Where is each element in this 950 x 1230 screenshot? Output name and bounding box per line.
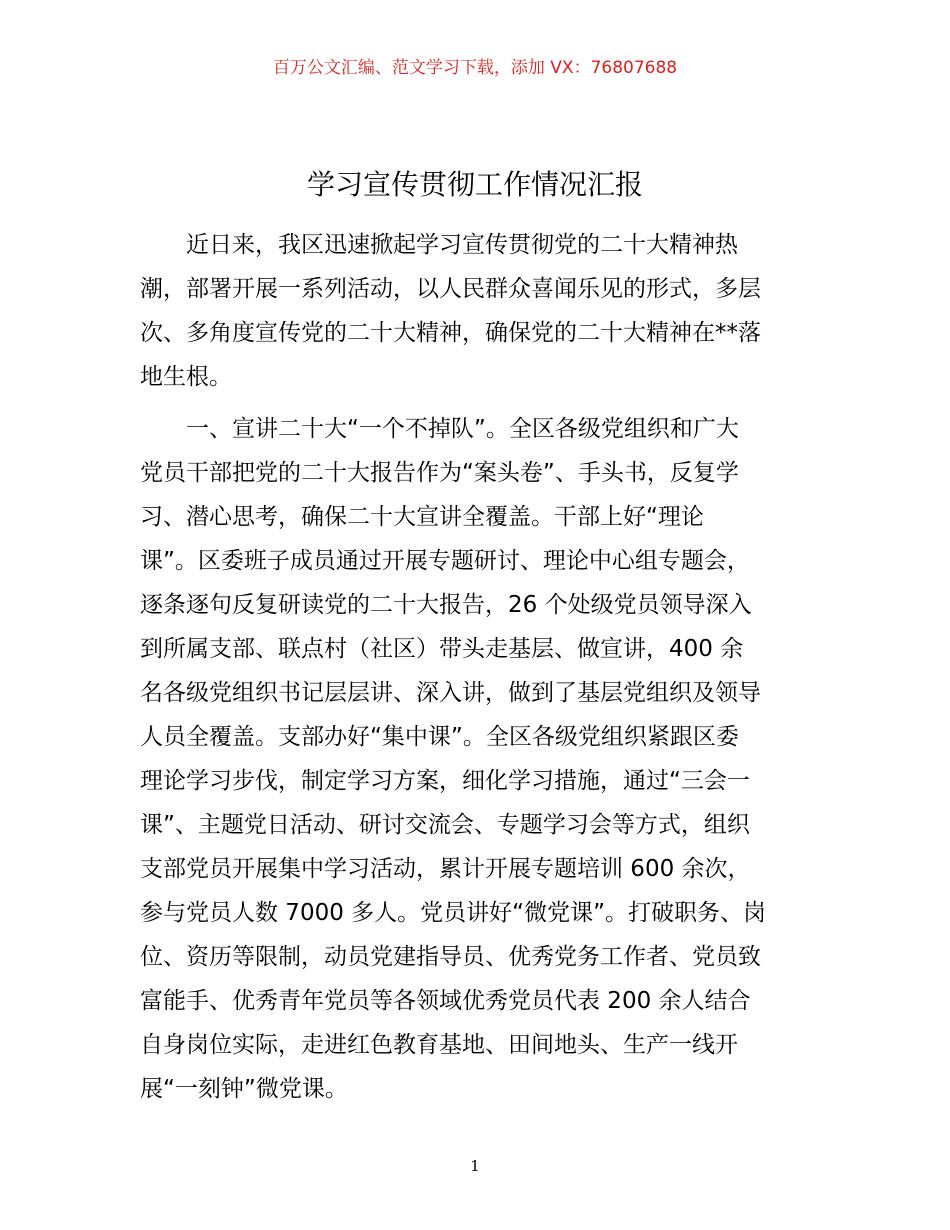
page-number: 1 <box>470 1157 480 1175</box>
text-line: 展“一刻钟”微党课。 <box>140 1076 348 1102</box>
text-line: 课”、主题党日活动、研讨交流会、专题学习会等方式，组织 <box>140 812 750 838</box>
text-line: 到所属支部、联点村（社区）带头走基层、做宣讲，400 余 <box>140 636 744 662</box>
text-line: 逐条逐句反复研读党的二十大报告，26 个处级党员领导深入 <box>140 592 752 618</box>
header-banner: 百万公文汇编、范文学习下载，添加 VX：76807688 <box>272 58 678 78</box>
text-line: 课”。区委班子成员通过开展专题研讨、理论中心组专题会， <box>140 548 750 574</box>
text-line: 次、多角度宣传党的二十大精神，确保党的二十大精神在**落 <box>140 320 761 346</box>
text-line: 党员干部把党的二十大报告作为“案头卷”、手头书，反复学 <box>140 460 739 486</box>
document-title: 学习宣传贯彻工作情况汇报 <box>306 168 643 201</box>
text-line: 近日来，我区迅速掀起学习宣传贯彻党的二十大精神热 <box>140 232 738 258</box>
text-line: 潮，部署开展一系列活动，以人民群众喜闻乐见的形式，多层 <box>140 276 761 302</box>
text-line: 名各级党组织书记层层讲、深入讲，做到了基层党组织及领导 <box>140 680 761 706</box>
text-line: 支部党员开展集中学习活动，累计开展专题培训 600 余次， <box>140 856 751 882</box>
text-line: 位、资历等限制，动员党建指导员、优秀党务工作者、党员致 <box>140 944 761 970</box>
text-line: 习、潜心思考，确保二十大宣讲全覆盖。干部上好“理论 <box>140 504 704 530</box>
text-line: 理论学习步伐，制定学习方案，细化学习措施，通过“三会一 <box>140 768 750 794</box>
text-line: 一、宣讲二十大“一个不掉队”。全区各级党组织和广大 <box>140 416 739 442</box>
text-line: 参与党员人数 7000 多人。党员讲好“微党课”。打破职务、岗 <box>140 900 766 926</box>
text-line: 富能手、优秀青年党员等各领域优秀党员代表 200 余人结合 <box>140 988 751 1014</box>
text-line: 自身岗位实际，走进红色教育基地、田间地头、生产一线开 <box>140 1032 738 1058</box>
text-line: 人员全覆盖。支部办好“集中课”。全区各级党组织紧跟区委 <box>140 724 739 750</box>
text-line: 地生根。 <box>140 364 232 390</box>
